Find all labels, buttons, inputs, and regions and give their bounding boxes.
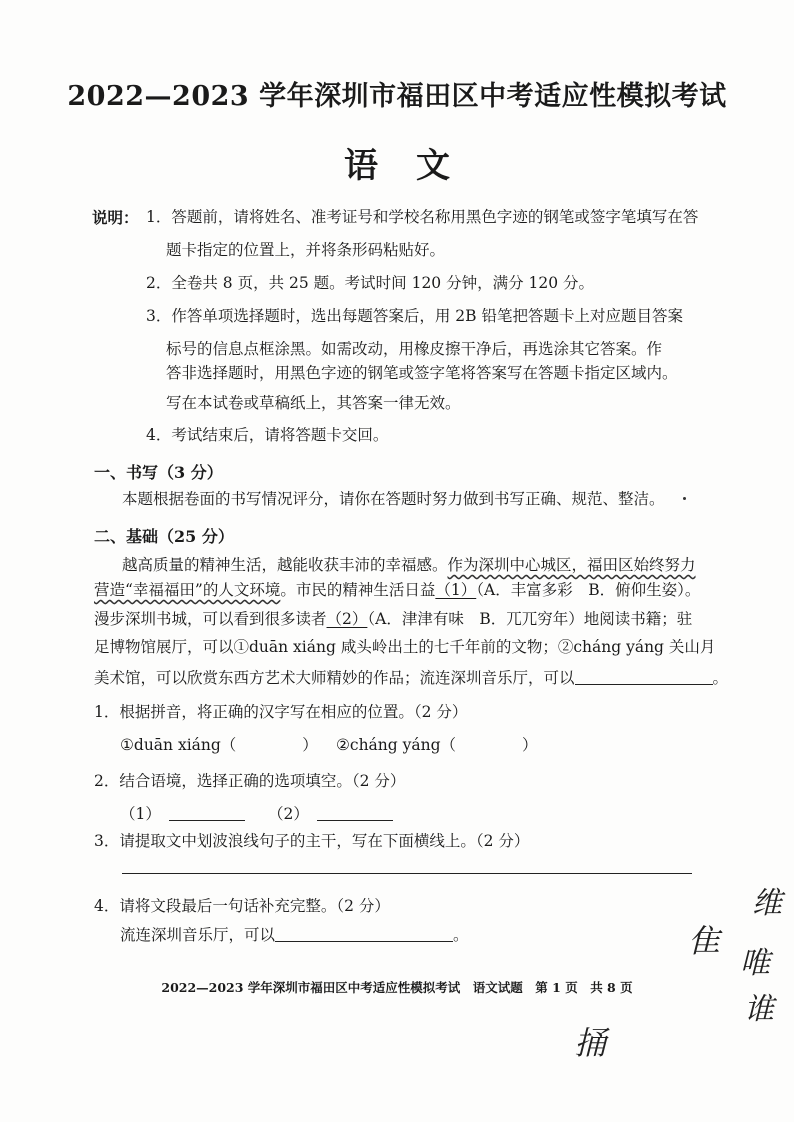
section1-text: 本题根据卷面的书写情况评分，请你在答题时努力做到书写正确、规范、整洁。 bbox=[122, 490, 665, 508]
wavy-underlined-text: 作为深圳中心城区，福田区始终努力 bbox=[447, 556, 696, 574]
blank-marker-1: （1） bbox=[435, 581, 477, 599]
passage-text: 。市民的精神生活日益 bbox=[280, 581, 436, 599]
question-2: 2．结合语境，选择正确的选项填空。（2 分） bbox=[94, 772, 406, 790]
passage-text: 越高质量的精神生活，越能收获丰沛的幸福感。 bbox=[122, 556, 448, 574]
handwriting-mark: 唯 bbox=[740, 946, 770, 981]
q1-answer-b: ②cháng yáng（ ） bbox=[336, 736, 538, 754]
passage-text: 漫步深圳书城，可以看到很多读者 bbox=[94, 610, 327, 628]
subject-title: 语文 bbox=[344, 146, 488, 186]
q2-answer-2: （2） bbox=[268, 806, 393, 823]
passage-text: 美术馆，可以欣赏东西方艺术大师精妙的作品；流连深圳音乐厅，可以 bbox=[94, 669, 575, 687]
instruction-line-8: 4．考试结束后，请将答题卡交回。 bbox=[146, 426, 389, 444]
instruction-line-1: 1．答题前，请将姓名、准考证号和学校名称用黑色字迹的钢笔或签字笔填写在答 bbox=[146, 208, 699, 226]
fill-blank bbox=[275, 927, 453, 942]
instructions-label: 说明： bbox=[92, 208, 139, 227]
section2-title: 二、基础（25 分） bbox=[94, 527, 234, 546]
passage-line-4: 足博物馆展厅，可以①duān xiáng 咸头岭出土的七千年前的文物；②cháng yáng 关山月 bbox=[94, 638, 716, 656]
passage-text: 。 bbox=[712, 669, 729, 687]
instruction-line-5: 标号的信息点框涂黑。如需改动，用橡皮擦干净后，再选涂其它答案。作 bbox=[166, 340, 663, 358]
question-1: 1．根据拼音，将正确的汉字写在相应的位置。（2 分） bbox=[94, 703, 468, 721]
blank-marker-2: （2） bbox=[326, 610, 368, 628]
instruction-line-7: 写在本试卷或草稿纸上，其答案一律无效。 bbox=[166, 394, 461, 412]
q1-answer-a: ①duān xiáng（ ） bbox=[120, 736, 318, 754]
page-footer: 2022—2023 学年深圳市福田区中考适应性模拟考试 语文试题 第 1 页 共 8 页 bbox=[161, 980, 633, 995]
instruction-line-2: 题卡指定的位置上，并将条形码粘贴好。 bbox=[166, 241, 446, 259]
wavy-underlined-text: 营造“幸福福田”的人文环境 bbox=[94, 581, 281, 599]
handwriting-mark: 捅 bbox=[574, 1024, 607, 1062]
section1-title: 一、书写（3 分） bbox=[94, 463, 223, 482]
exam-title: 2022—2023 学年深圳市福田区中考适应性模拟考试 bbox=[67, 81, 727, 112]
handwriting-mark: 隹 bbox=[688, 922, 721, 960]
q2-answer-1: （1） bbox=[120, 806, 245, 823]
instruction-line-4: 3．作答单项选择题时，选出每题答案后，用 2B 铅笔把答题卡上对应题目答案 bbox=[146, 307, 683, 325]
question-4: 4．请将文段最后一句话补充完整。（2 分） bbox=[94, 897, 390, 915]
passage-text: （A．津津有味 B．兀兀穷年）地阅读书籍；驻 bbox=[367, 610, 693, 628]
handwriting-mark: 谁 bbox=[744, 992, 774, 1027]
instruction-line-3: 2．全卷共 8 页，共 25 题。考试时间 120 分钟，满分 120 分。 bbox=[146, 274, 595, 292]
instruction-line-6: 答非选择题时，用黑色字迹的钢笔或签字笔将答案写在答题卡指定区域内。 bbox=[166, 364, 678, 382]
passage-text: （A．丰富多彩 B．俯仰生姿）。 bbox=[476, 581, 701, 599]
handwriting-mark: 维 bbox=[752, 886, 782, 921]
q4-answer: 流连深圳音乐厅，可以 。 bbox=[120, 926, 469, 944]
question-3: 3．请提取文中划波浪线句子的主干，写在下面横线上。（2 分） bbox=[94, 832, 530, 850]
